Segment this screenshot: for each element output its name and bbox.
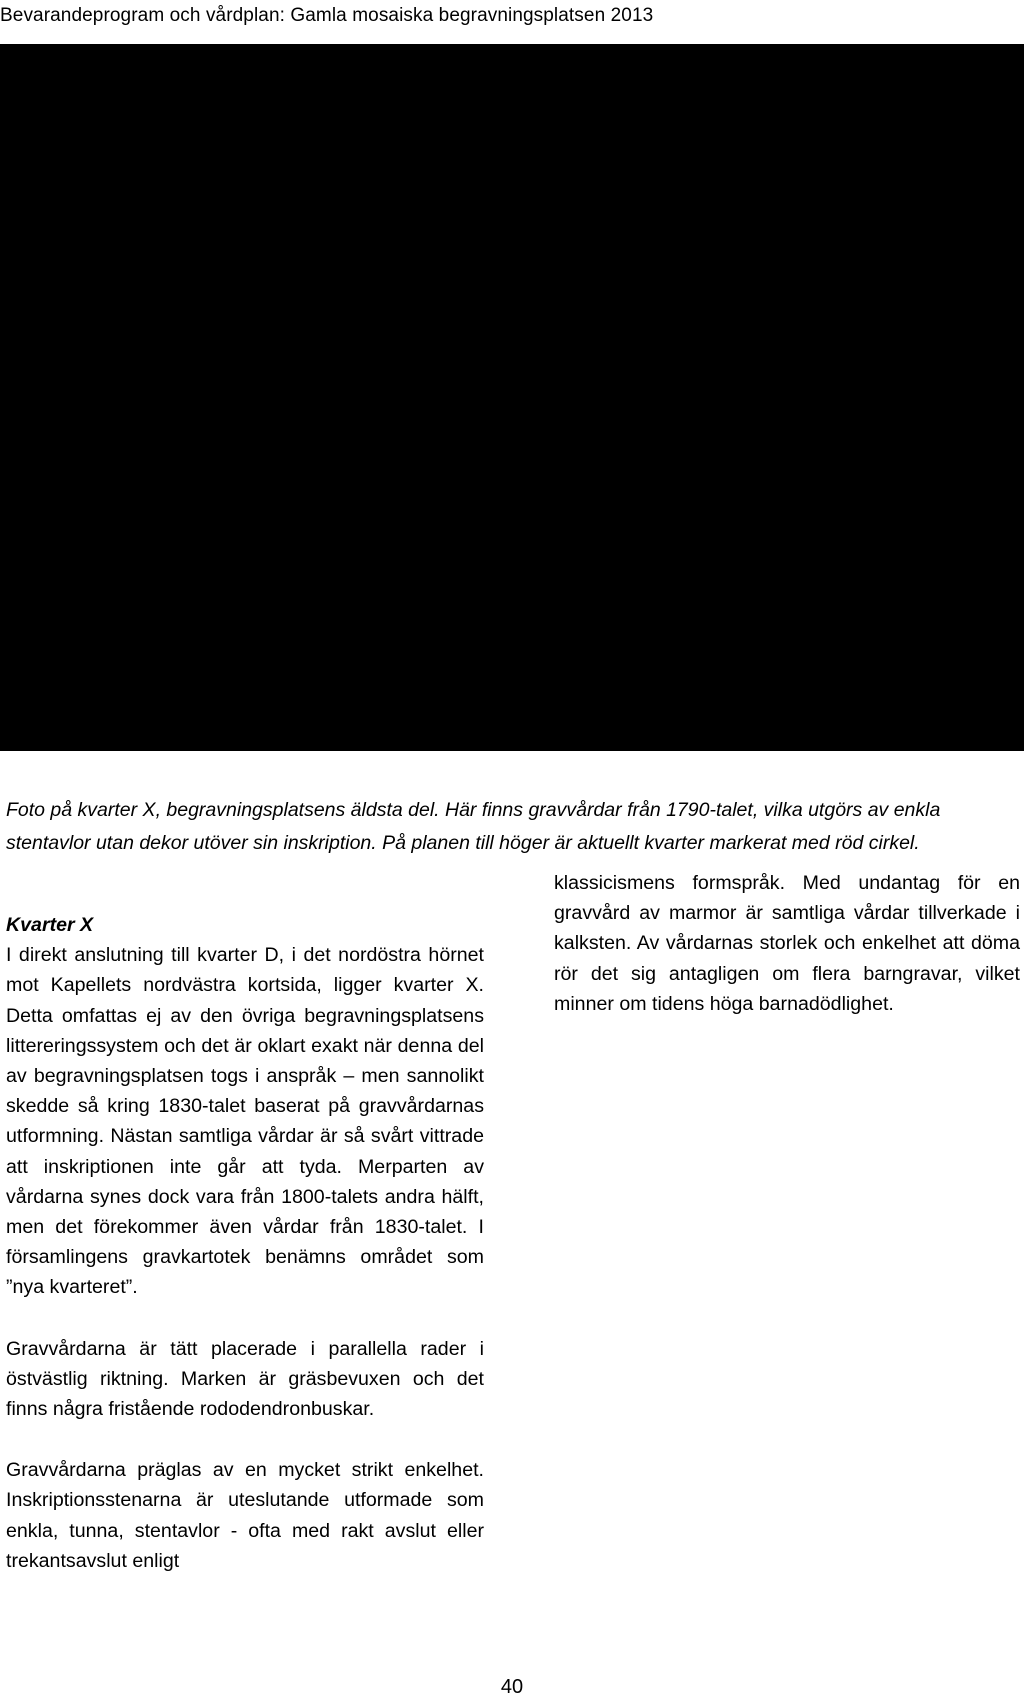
photo-caption: Foto på kvarter X, begravningsplatsens äldsta del. Här finns gravvårdar från 1790-talet, vilka utgörs av enkla stentavlor utan dekor utöver sin inskription. På planen till höger är aktuellt kvarter markerat med röd cirkel. [6, 799, 941, 854]
body-paragraph: klassicismens formspråk. Med undantag för en gravvård av marmor är samtliga vårdar tillverkade i kalksten. Av vårdarnas storlek och enkelhet att döma rör det sig antagligen om flera barngravar, vilket minner om tidens höga barnadödlighet. [554, 872, 1020, 1015]
page-header: Bevarandeprogram och vårdplan: Gamla mosaiska begravningsplatsen 2013 [0, 5, 654, 26]
body-paragraph: I direkt anslutning till kvarter D, i det nordöstra hörnet mot Kapellets nordvästra kortsida, ligger kvarter X. Detta omfattas ej av den övriga begravningsplatsens littereringssystem och det är oklart exakt när denna del av begravningsplatsen togs i anspråk – men sannolikt skedde så kring 1830-talet baserat på gravvårdarnas utformning. Nästan samtliga vårdar är så svårt vittrade att inskriptionen inte går att tyda. Merparten av vårdarna synes dock vara från 1800-talets andra hälft, men det förekommer även vårdar från 1830-talet. I församlingens gravkartotek benämns området som ”nya kvarteret”. [6, 944, 484, 1299]
body-paragraph: Gravvårdarna präglas av en mycket strikt enkelhet. Inskriptionsstenarna är uteslutande utformade som enkla, tunna, stentavlor - ofta med rakt avslut eller trekantsavslut enligt [6, 1459, 484, 1572]
left-column [6, 910, 484, 1607]
right-column [554, 868, 1020, 1050]
photo-kvarter-x [0, 44, 1024, 751]
body-paragraph: Gravvårdarna är tätt placerade i parallella rader i östvästlig riktning. Marken är gräsbevuxen och det finns några fristående rododendronbuskar. [6, 1337, 484, 1421]
section-heading: Kvarter X [6, 914, 94, 936]
page-number: 40 [500, 1676, 524, 1698]
